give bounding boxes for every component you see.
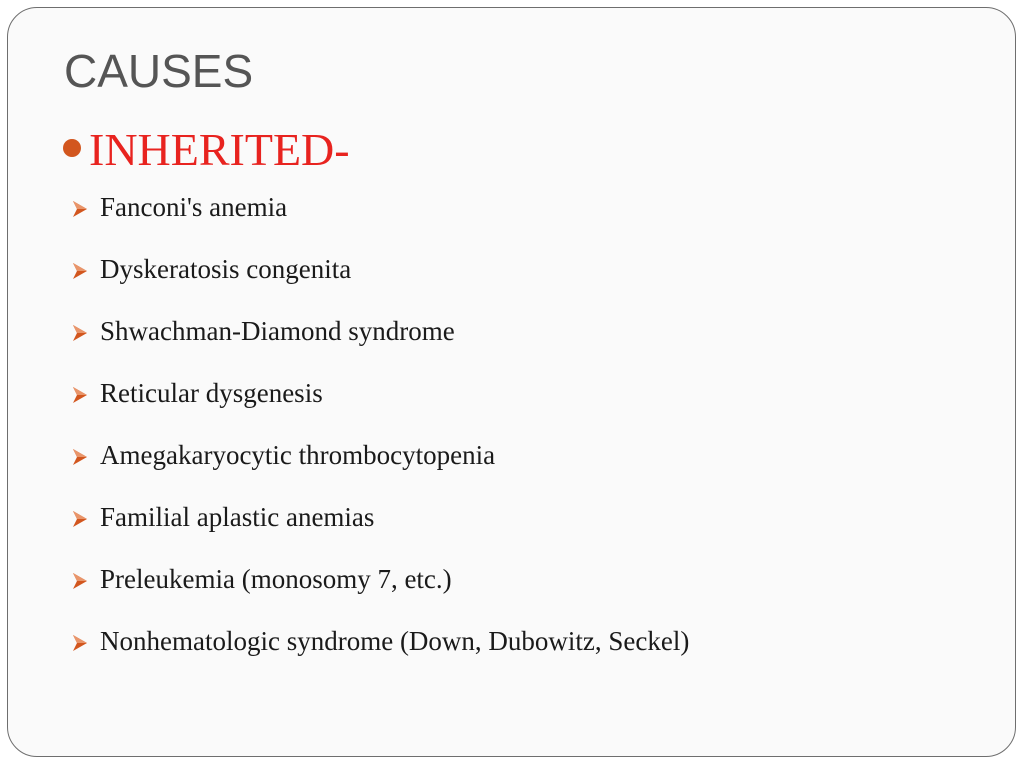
section-heading-text: INHERITED- — [89, 124, 350, 175]
list-item-text: Nonhematologic syndrome (Down, Dubowitz, Seckel) — [100, 626, 690, 656]
slide — [7, 7, 1016, 757]
list-item-text: Dyskeratosis congenita — [100, 254, 352, 284]
section-heading — [63, 117, 350, 183]
list-item-text: Shwachman-Diamond syndrome — [100, 316, 455, 346]
list-item-text: Amegakaryocytic thrombocytopenia — [100, 440, 496, 470]
round-bullet-icon — [63, 139, 81, 157]
arrow-bullet-icon — [70, 440, 90, 470]
list-item — [70, 376, 689, 438]
arrow-bullet-icon — [70, 564, 90, 594]
list-item-text: Familial aplastic anemias — [100, 502, 375, 532]
list-item — [70, 252, 689, 314]
list-item-text: Fanconi's anemia — [100, 192, 288, 222]
causes-list — [70, 190, 689, 686]
arrow-bullet-icon — [70, 626, 90, 656]
arrow-bullet-icon — [70, 254, 90, 284]
list-item-text: Reticular dysgenesis — [100, 378, 323, 408]
arrow-bullet-icon — [70, 502, 90, 532]
arrow-bullet-icon — [70, 192, 90, 222]
list-item — [70, 562, 689, 624]
list-item — [70, 500, 689, 562]
slide-title: CAUSES — [64, 45, 254, 97]
list-item — [70, 438, 689, 500]
list-item-text: Preleukemia (monosomy 7, etc.) — [100, 564, 452, 594]
arrow-bullet-icon — [70, 316, 90, 346]
list-item — [70, 314, 689, 376]
list-item — [70, 624, 689, 686]
list-item — [70, 190, 689, 252]
arrow-bullet-icon — [70, 378, 90, 408]
